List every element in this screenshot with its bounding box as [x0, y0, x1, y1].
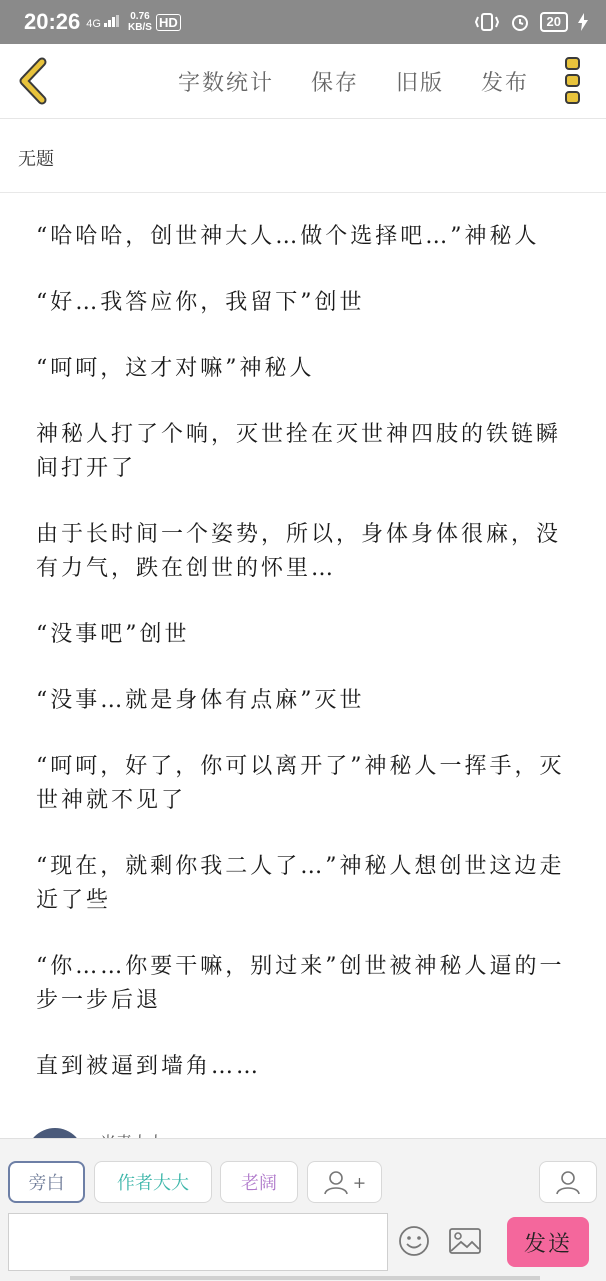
paragraph: “现在，就剩你我二人了…”神秘人想创世这边走近了些 — [36, 854, 565, 913]
story-title: 无题 — [18, 149, 54, 170]
network-indicator — [86, 15, 120, 30]
vibrate-icon — [474, 12, 500, 32]
status-icons — [474, 0, 588, 44]
role-author-button[interactable]: 作者大大 — [94, 1161, 212, 1203]
network-type: 4G — [86, 17, 101, 30]
paragraph: “没事…就是身体有点麻”灭世 — [36, 688, 365, 713]
hd-badge: HD — [156, 14, 181, 31]
toolbar-menu — [178, 66, 566, 97]
charging-icon — [578, 13, 588, 31]
paragraph: 直到被逼到墙角…… — [36, 1054, 262, 1079]
person-icon — [555, 1169, 581, 1195]
navigation-bar — [70, 1276, 540, 1280]
image-button[interactable] — [448, 1227, 482, 1255]
paragraph: “呵呵，好了，你可以离开了”神秘人一挥手，灭世神就不见了 — [36, 754, 565, 813]
emoji-button[interactable] — [398, 1225, 430, 1257]
paragraph: “没事吧”创世 — [36, 622, 190, 647]
emoji-icon — [398, 1225, 430, 1257]
role-narration-button[interactable]: 旁白 — [8, 1161, 85, 1203]
image-icon — [448, 1227, 482, 1255]
save-button[interactable]: 保存 — [311, 71, 360, 96]
send-button[interactable]: 发送 — [507, 1217, 589, 1267]
word-count-button[interactable]: 字数统计 — [178, 71, 275, 96]
paragraph: 由于长时间一个姿势，所以，身体身体很麻，没有力气，跌在创世的怀里… — [36, 522, 562, 581]
paragraph: 神秘人打了个响，灭世拴在灭世神四肢的铁链瞬间打开了 — [36, 422, 562, 481]
user-role-button[interactable] — [539, 1161, 597, 1203]
more-options-button[interactable] — [560, 56, 586, 106]
signal-icon — [104, 15, 120, 27]
status-bar — [0, 0, 606, 44]
paragraph: “好…我答应你，我留下”创世 — [36, 290, 365, 315]
speed-unit: KB/S — [128, 22, 152, 33]
story-content — [36, 220, 581, 1116]
paragraph: “你……你要干嘛，别过来”创世被神秘人逼的一步一步后退 — [36, 954, 565, 1013]
alarm-icon — [510, 12, 530, 32]
role-elder-button[interactable]: 老阔 — [220, 1161, 298, 1203]
network-speed — [128, 11, 152, 33]
story-title-row[interactable] — [0, 119, 606, 193]
add-role-button[interactable] — [307, 1161, 382, 1203]
message-input[interactable] — [8, 1213, 388, 1271]
bottom-input-panel — [0, 1138, 606, 1281]
back-button[interactable] — [14, 56, 54, 106]
paragraph: “哈哈哈，创世神大人…做个选择吧…”神秘人 — [36, 224, 540, 249]
old-version-button[interactable]: 旧版 — [396, 71, 445, 96]
publish-button[interactable]: 发布 — [481, 71, 530, 96]
battery-level: 20 — [540, 12, 568, 32]
person-add-icon — [323, 1169, 349, 1195]
add-plus-label: + — [352, 1172, 367, 1192]
paragraph: “呵呵，这才对嘛”神秘人 — [36, 356, 315, 381]
speed-value: 0.76 — [130, 11, 150, 22]
more-vertical-icon — [560, 56, 586, 106]
top-toolbar — [0, 44, 606, 119]
back-arrow-icon — [14, 56, 54, 106]
status-time: 20:26 — [24, 9, 81, 34]
